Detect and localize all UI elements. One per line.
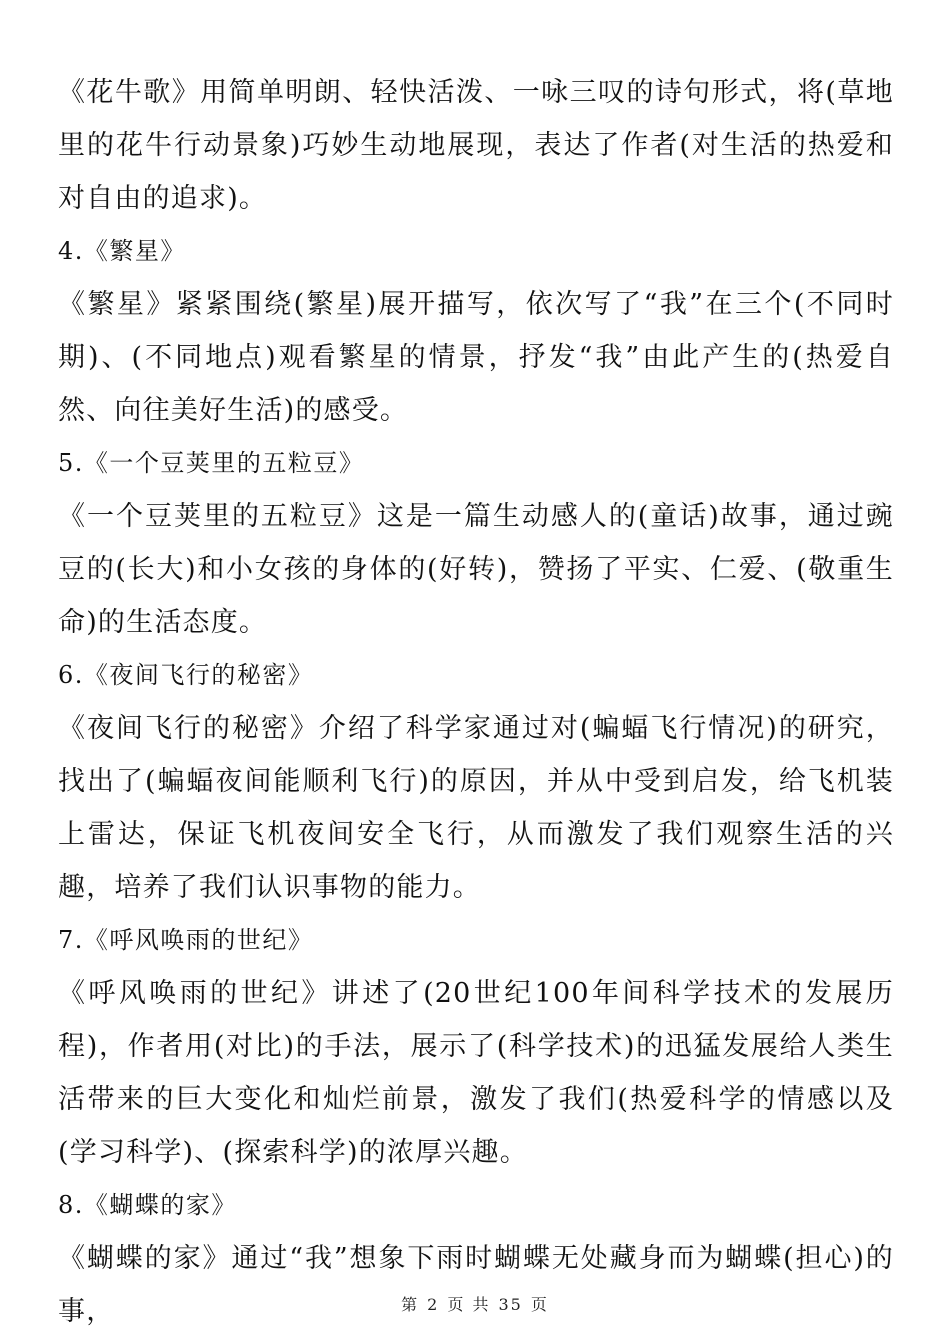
paragraph-hufenghuanyu-summary: 《呼风唤雨的世纪》讲述了(20世纪100年间科学技术的发展历程)，作者用(对比)的手法，展示了(科学技术)的迅猛发展给人类生活带来的巨大变化和灿烂前景，激发了我们(热爱科学的情感以及(学习科学)、(探索科学)的浓厚兴趣。: [58, 978, 894, 1168]
section-heading-hudiedejia: 8.《蝴蝶的家》: [58, 1191, 237, 1219]
paragraph-wulidou-summary: 《一个豆荚里的五粒豆》这是一篇生动感人的(童话)故事，通过豌豆的(长大)和小女孩的身体的(好转)，赞扬了平实、仁爱、(敬重生命)的生活态度。: [58, 501, 894, 638]
section-heading-yejianfeixing: 6.《夜间飞行的秘密》: [58, 661, 314, 689]
paragraph-fanxing-summary: 《繁星》紧紧围绕(繁星)展开描写，依次写了“我”在三个(不同时期)、(不同地点)观看繁星的情景，抒发“我”由此产生的(热爱自然、向往美好生活)的感受。: [58, 289, 894, 426]
section-heading-wulidou: 5.《一个豆荚里的五粒豆》: [58, 449, 365, 477]
footer-total-pages: 35: [498, 1295, 523, 1314]
section-heading-hufenghuanyu: 7.《呼风唤雨的世纪》: [58, 926, 314, 954]
footer-current-page: 2: [427, 1295, 440, 1314]
paragraph-hudiedejia-summary: 《蝴蝶的家》通过“我”想象下雨时蝴蝶无处藏身而为蝴蝶(担心)的事，: [58, 1243, 894, 1327]
footer-middle: 页 共: [447, 1295, 491, 1314]
paragraph-yejianfeixing-summary: 《夜间飞行的秘密》介绍了科学家通过对(蝙蝠飞行情况)的研究，找出了(蝙蝠夜间能顺利飞行)的原因，并从中受到启发，给飞机装上雷达，保证飞机夜间安全飞行，从而激发了我们观察生活的兴趣，培养了我们认识事物的能力。: [58, 713, 894, 903]
page-footer: [0, 1292, 950, 1315]
document-body: [58, 66, 894, 1338]
paragraph-huaniuge-summary: 《花牛歌》用简单明朗、轻快活泼、一咏三叹的诗句形式，将(草地里的花牛行动景象)巧妙生动地展现，表达了作者(对生活的热爱和对自由的追求)。: [58, 77, 894, 214]
footer-suffix: 页: [530, 1295, 549, 1314]
footer-prefix: 第: [401, 1295, 420, 1314]
section-heading-fanxing: 4.《繁星》: [58, 237, 186, 265]
